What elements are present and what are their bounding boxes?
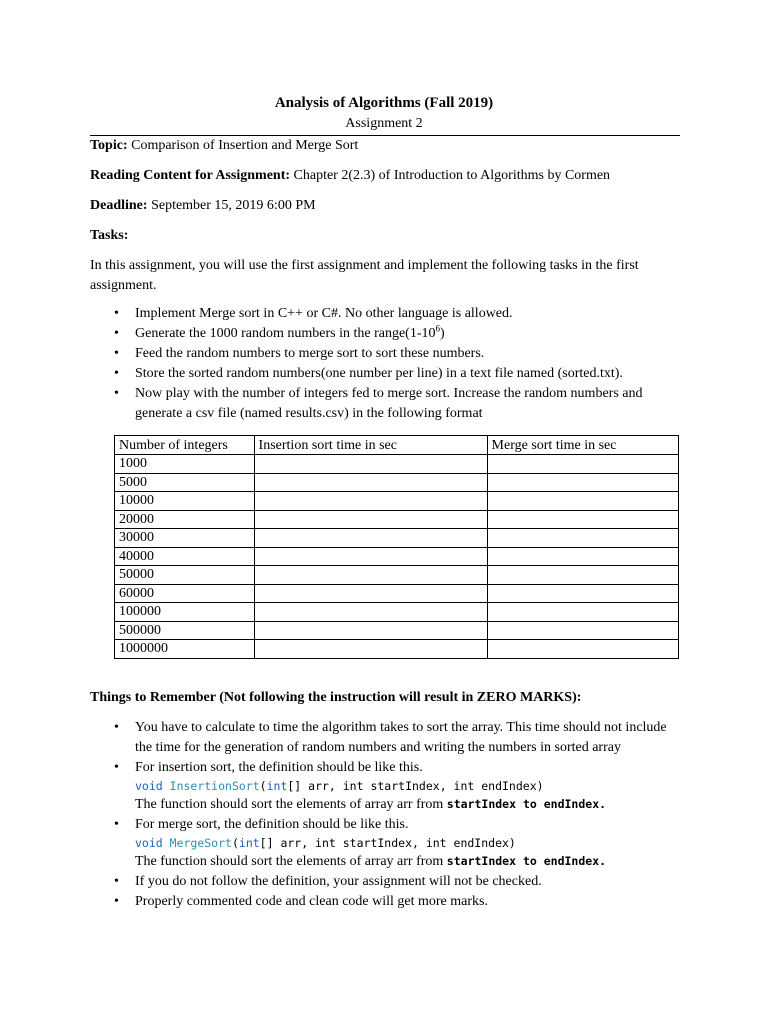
merge-time-cell: [487, 566, 678, 585]
remember-item: • You have to calculate to time the algorithm takes to sort the array. This time should not include the time for the generation of random numbers and writing the numbers in sorted array: [90, 718, 682, 758]
table-row: [115, 621, 679, 640]
task-item: • Now play with the number of integers fed to merge sort. Increase the random numbers and generate a csv file (named results.csv) in the following format: [90, 384, 682, 424]
merge-sort-signature: void MergeSort(int[] arr, int startIndex, int endIndex): [135, 836, 516, 850]
task-item: • Store the sorted random numbers(one number per line) in a text file named (sorted.txt).: [90, 364, 682, 384]
tasks-heading: Tasks:: [90, 228, 129, 243]
insertion-sort-signature: void InsertionSort(int[] arr, int startIndex, int endIndex): [135, 779, 544, 793]
topic-value: Comparison of Insertion and Merge Sort: [131, 138, 359, 153]
remember-item: • For insertion sort, the definition should be like this. void InsertionSort(int[] arr, int startIndex, int endIndex) The function should sort the elements of array arr from startIndex to endIndex.: [90, 758, 682, 815]
table-row: [115, 455, 679, 474]
header-insertion-sort-time: Insertion sort time in sec: [254, 436, 487, 455]
tasks-intro: In this assignment, you will use the first assignment and implement the following tasks in the first assignment.: [90, 258, 639, 293]
insertion-time-cell: [254, 492, 487, 511]
insertion-time-cell: [254, 603, 487, 622]
topic-line: [90, 136, 358, 156]
insertion-time-cell: [254, 473, 487, 492]
deadline-line: [90, 196, 316, 216]
table-row: [115, 566, 679, 585]
merge-time-cell: [487, 547, 678, 566]
document-title: Analysis of Algorithms (Fall 2019): [274, 95, 494, 111]
reading-label: Reading Content for Assignment:: [90, 168, 291, 183]
topic-label: Topic:: [90, 138, 128, 153]
deadline-value: September 15, 2019 6:00 PM: [151, 198, 316, 213]
insertion-time-cell: [254, 584, 487, 603]
remember-item: • Properly commented code and clean code will get more marks.: [90, 892, 682, 912]
results-format-table: [114, 435, 679, 659]
merge-time-cell: [487, 455, 678, 474]
task-item: • Feed the random numbers to merge sort to sort these numbers.: [90, 344, 682, 364]
things-to-remember-heading: Things to Remember (Not following the instruction will result in ZERO MARKS):: [90, 690, 582, 705]
insertion-sort-description: The function should sort the elements of array arr from startIndex to endIndex.: [135, 797, 607, 812]
insertion-time-cell: [254, 529, 487, 548]
merge-time-cell: [487, 603, 678, 622]
table-row: [115, 529, 679, 548]
integer-count-cell: 40000: [115, 547, 255, 566]
integer-count-cell: 1000000: [115, 640, 255, 659]
integer-count-cell: 60000: [115, 584, 255, 603]
insertion-time-cell: [254, 510, 487, 529]
table-row: [115, 584, 679, 603]
table-header-row: [115, 436, 679, 455]
merge-time-cell: [487, 529, 678, 548]
insertion-time-cell: [254, 547, 487, 566]
insertion-time-cell: [254, 640, 487, 659]
table-row: [115, 640, 679, 659]
range-exponent: 6: [435, 323, 441, 334]
header-number-of-integers: Number of integers: [115, 436, 255, 455]
merge-time-cell: [487, 492, 678, 511]
deadline-label: Deadline:: [90, 198, 148, 213]
insertion-time-cell: [254, 455, 487, 474]
merge-sort-description: The function should sort the elements of array arr from startIndex to endIndex.: [135, 854, 607, 869]
header-merge-sort-time: Merge sort time in sec: [487, 436, 678, 455]
remember-list: [90, 718, 682, 912]
integer-count-cell: 20000: [115, 510, 255, 529]
integer-count-cell: 5000: [115, 473, 255, 492]
insertion-time-cell: [254, 621, 487, 640]
remember-item: • For merge sort, the definition should be like this. void MergeSort(int[] arr, int startIndex, int endIndex) The function should sort the elements of array arr from startIndex to endIndex.: [90, 815, 682, 872]
merge-time-cell: [487, 510, 678, 529]
table-row: [115, 603, 679, 622]
table-row: [115, 547, 679, 566]
merge-time-cell: [487, 640, 678, 659]
integer-count-cell: 1000: [115, 455, 255, 474]
table-row: [115, 510, 679, 529]
integer-count-cell: 100000: [115, 603, 255, 622]
integer-count-cell: 30000: [115, 529, 255, 548]
merge-time-cell: [487, 473, 678, 492]
merge-time-cell: [487, 584, 678, 603]
assignment-number: Assignment 2: [345, 116, 423, 131]
integer-count-cell: 50000: [115, 566, 255, 585]
task-list: [90, 304, 682, 424]
table-row: [115, 492, 679, 511]
remember-item: • If you do not follow the definition, your assignment will not be checked.: [90, 872, 682, 892]
merge-time-cell: [487, 621, 678, 640]
task-item: • Implement Merge sort in C++ or C#. No other language is allowed.: [90, 304, 682, 324]
integer-count-cell: 10000: [115, 492, 255, 511]
table-row: [115, 473, 679, 492]
insertion-time-cell: [254, 566, 487, 585]
reading-line: [90, 166, 610, 186]
reading-value: Chapter 2(2.3) of Introduction to Algorithms by Cormen: [293, 168, 611, 183]
integer-count-cell: 500000: [115, 621, 255, 640]
task-item: • Generate the 1000 random numbers in the $range(1-10^6)$: [90, 324, 682, 344]
